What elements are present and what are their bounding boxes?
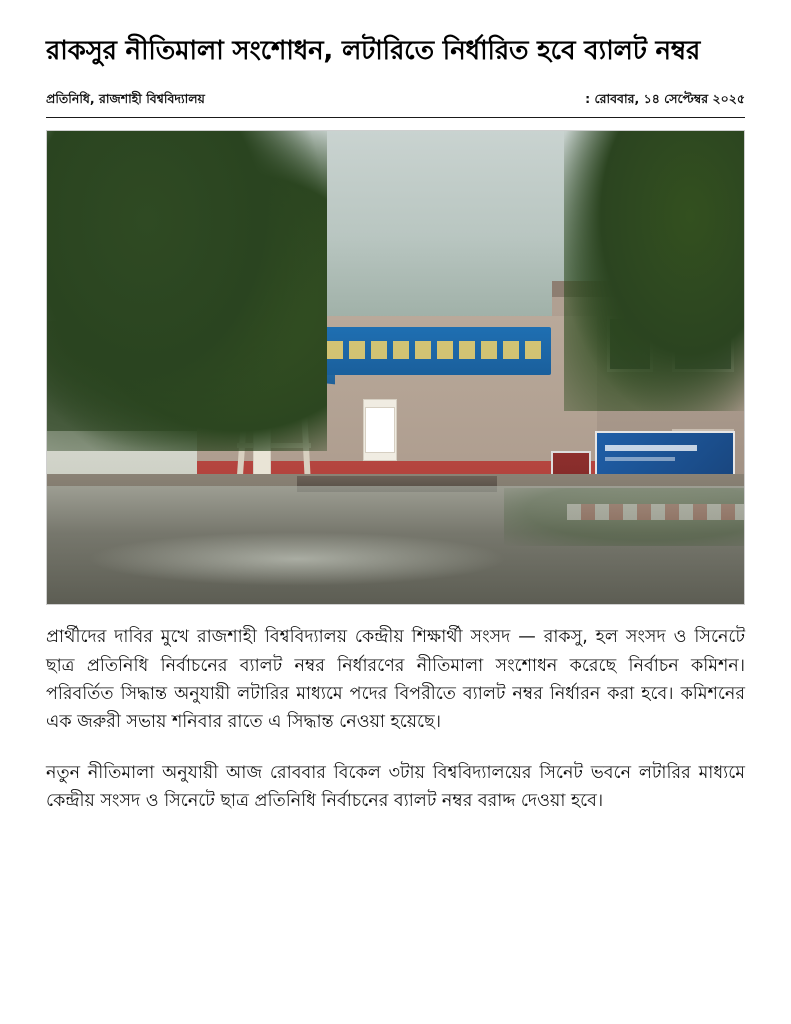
article-photo	[46, 130, 745, 605]
paragraph: নতুন নীতিমালা অনুযায়ী আজ রোববার বিকেল ৩টায় বিশ্ববিদ্যালয়ের সিনেট ভবনে লটারির মাধ্যমে কেন্দ্রীয় সংসদ ও সিনেটে ছাত্র প্রতিনিধি নির্বাচনের ব্যালট নম্বর বরাদ্দ দেওয়া হবে।	[46, 762, 745, 812]
page-title: রাকসুর নীতিমালা সংশোধন, লটারিতে নির্ধারিত হবে ব্যালট নম্বর	[46, 36, 701, 66]
building-name-banner	[319, 327, 551, 375]
article-body	[46, 623, 745, 815]
poster	[365, 407, 395, 453]
water-reflection	[87, 532, 507, 586]
tree-foliage-left	[47, 131, 327, 451]
banner-text	[327, 341, 543, 359]
paragraph: প্রার্থীদের দাবির মুখে রাজশাহী বিশ্ববিদ্যালয় কেন্দ্রীয় শিক্ষার্থী সংসদ — রাকসু, হল সংসদ ও সিনেটে ছাত্র প্রতিনিধি নির্বাচনের ব্যালট নম্বর নির্ধারণের নীতিমালা সংশোধন করেছে নির্বাচন কমিশন। পরিবর্তিত সিদ্ধান্ত অনুযায়ী লটারির মাধ্যমে পদের বিপরীতে ব্যালট নম্বর নির্ধারন করা হবে। কমিশনের এক জরুরী সভায় শনিবার রাতে এ সিদ্ধান্ত নেওয়া হয়েছে।	[46, 627, 745, 733]
tree-foliage-right	[564, 131, 744, 411]
photo-scene	[47, 131, 744, 604]
byline: প্রতিনিধি, রাজশাহী বিশ্ববিদ্যালয়	[46, 91, 205, 107]
byline-row	[46, 91, 745, 118]
dateline: : রোববার, ১৪ সেপ্টেম্বর ২০২৫	[585, 91, 745, 107]
